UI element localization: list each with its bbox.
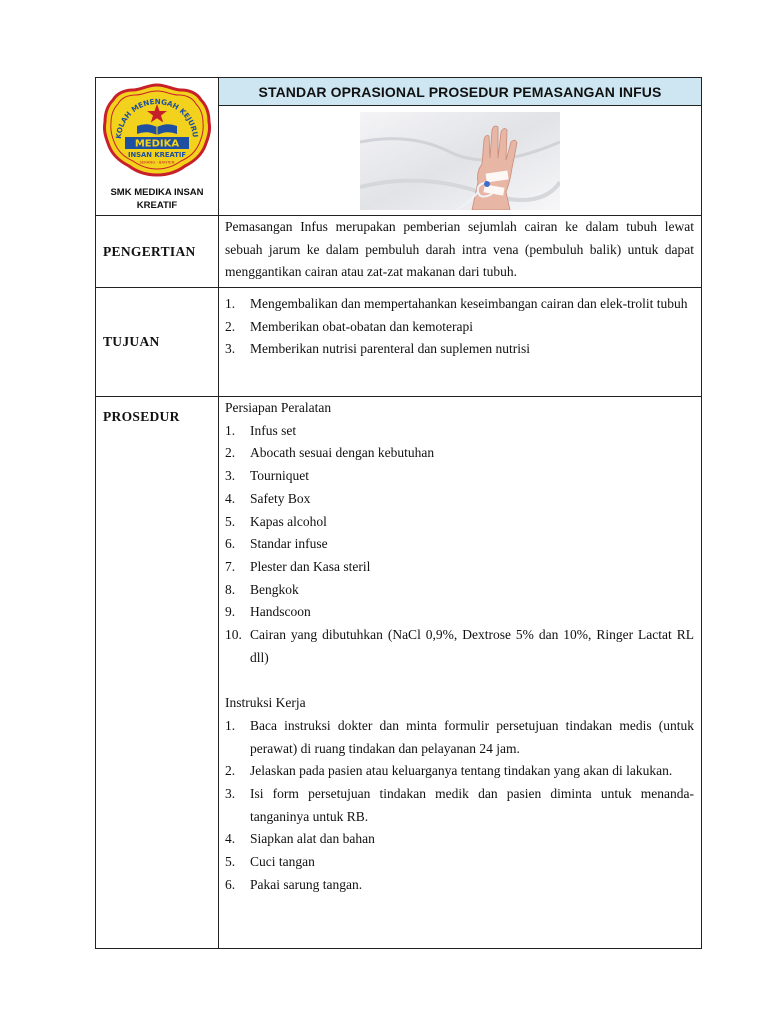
list-item: 2. Abocath sesuai dengan kebutuhan	[225, 445, 435, 461]
iv-infusion-hand-photo	[360, 112, 560, 210]
list-item: 8. Bengkok	[225, 581, 299, 597]
prosedur-content	[219, 397, 702, 949]
photo-cell	[219, 106, 702, 216]
list-item: 7. Plester dan Kasa steril	[225, 558, 371, 574]
tujuan-list	[225, 293, 694, 361]
pengertian-label: PENGERTIAN	[96, 216, 219, 288]
list-item: 4. Safety Box	[225, 490, 311, 506]
persiapan-heading: Persiapan Peralatan	[225, 400, 332, 415]
list-item: 4. Siapkan alat dan bahan	[225, 831, 375, 847]
pengertian-text: Pemasangan Infus merupakan pemberian sejumlah cairan ke dalam tubuh lewat sebuah jarum ke dalam pembuluh darah intra vena (pembuluh balik) untuk dapat menggantikan cairan atau zat-zat makanan dari tubuh.	[219, 216, 702, 288]
list-item: 1. Baca instruksi dokter dan minta formulir persetujuan tindakan medis (untuk perawat) di ruang tindakan dan pelayanan 24 jam.	[225, 717, 694, 756]
logo-location: SERANG - BANTEN	[139, 159, 175, 165]
instruksi-heading: Instruksi Kerja	[225, 695, 306, 711]
sop-table	[95, 77, 702, 949]
tujuan-content	[219, 288, 702, 397]
instruksi-list	[225, 715, 694, 897]
prosedur-label: PROSEDUR	[96, 397, 219, 949]
list-item: 1. Mengembalikan dan mempertahankan keseimbangan cairan dan elek-trolit tubuh	[225, 296, 688, 311]
list-item: 10. Cairan yang dibutuhkan (NaCl 0,9%, Dextrose 5% dan 10%, Ringer Lactat RL dll)	[225, 627, 694, 665]
list-item: 6. Pakai sarung tangan.	[225, 876, 363, 892]
school-name: SMK MEDIKA INSAN KREATIF	[110, 187, 204, 211]
school-emblem-icon	[101, 82, 213, 178]
school-logo-cell	[96, 78, 219, 216]
list-item: 2. Jelaskan pada pasien atau keluarganya tentang tindakan yang akan di lakukan.	[225, 763, 673, 779]
list-item: 6. Standar infuse	[225, 536, 328, 552]
persiapan-list	[225, 420, 694, 670]
logo-tagline: INSAN KREATIF	[127, 151, 187, 159]
list-item: 3. Isi form persetujuan tindakan medik dan pasien diminta untuk menanda-tanganinya untuk RB.	[225, 785, 694, 824]
list-item: 1. Infus set	[225, 422, 297, 438]
logo-brand: MEDIKA	[134, 138, 180, 150]
list-item: 3. Tourniquet	[225, 468, 310, 484]
tujuan-label: TUJUAN	[96, 288, 219, 397]
list-item: 2. Memberikan obat-obatan dan kemoterapi	[225, 318, 474, 334]
document-title: STANDAR OPRASIONAL PROSEDUR PEMASANGAN INFUS	[219, 78, 702, 106]
list-item: 3. Memberikan nutrisi parenteral dan suplemen nutrisi	[225, 341, 531, 357]
school-logo	[101, 82, 213, 178]
list-item: 5. Kapas alcohol	[225, 513, 327, 529]
list-item: 9. Handscoon	[225, 604, 311, 620]
logo-arc-text: KOLAH MENENGAH KEJURU	[113, 96, 200, 140]
list-item: 5. Cuci tangan	[225, 854, 315, 870]
